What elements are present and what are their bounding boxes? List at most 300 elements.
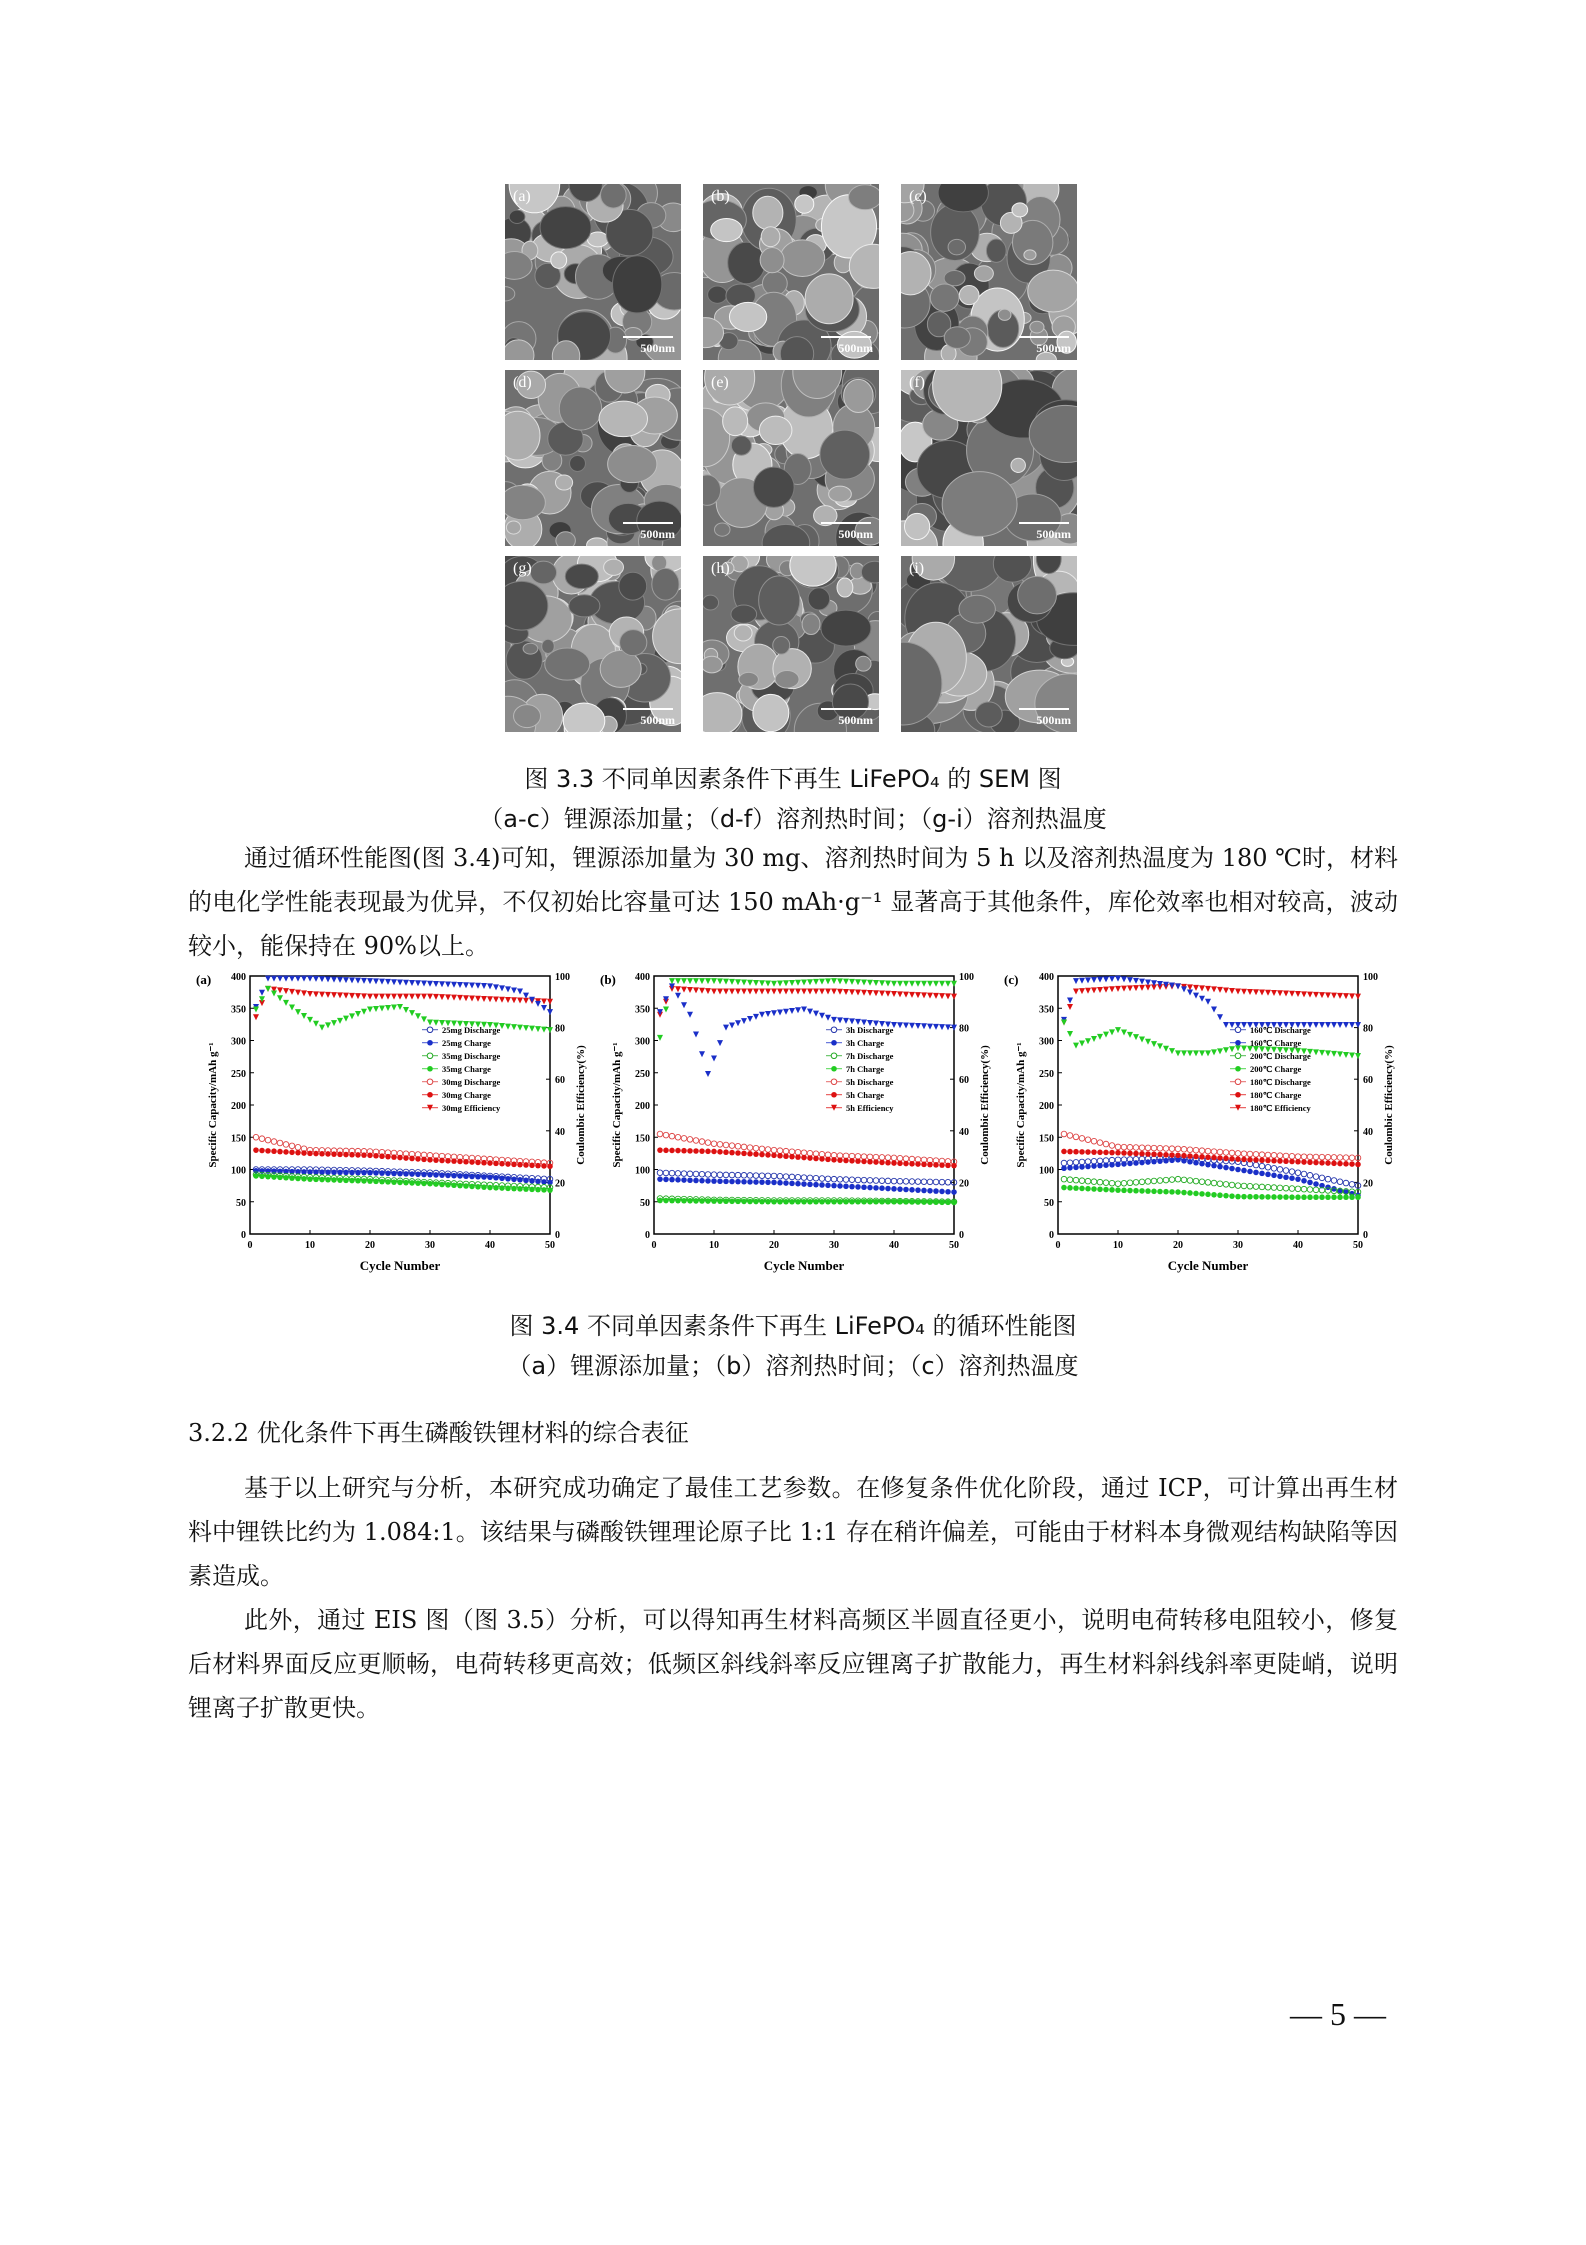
data-point <box>1097 1186 1103 1192</box>
data-point <box>505 1161 511 1167</box>
data-point <box>1295 1154 1301 1160</box>
data-point <box>361 1152 367 1158</box>
data-point <box>475 1184 481 1190</box>
data-point <box>1253 989 1259 995</box>
sem-panel <box>505 370 681 546</box>
data-point <box>735 1172 741 1178</box>
data-point <box>1139 979 1145 985</box>
data-point <box>921 992 927 998</box>
data-point <box>1109 1187 1115 1193</box>
data-point <box>1199 1191 1205 1197</box>
data-point <box>1067 1031 1073 1037</box>
data-point <box>1145 979 1151 985</box>
data-point <box>331 992 337 998</box>
x-tick-label: 30 <box>425 1240 435 1251</box>
legend-label: 3h Discharge <box>846 1024 894 1035</box>
data-point <box>1223 1193 1229 1199</box>
data-point <box>1163 1189 1169 1195</box>
data-point <box>451 1173 457 1179</box>
data-point <box>1211 1155 1217 1161</box>
data-point <box>843 1018 849 1024</box>
data-point <box>867 990 873 996</box>
data-point <box>421 1172 427 1178</box>
data-point <box>535 1187 541 1193</box>
data-point <box>837 1199 843 1205</box>
data-point <box>547 1163 553 1169</box>
data-point <box>385 1005 391 1011</box>
data-point <box>837 1177 843 1183</box>
data-point <box>1145 1151 1151 1157</box>
data-point <box>861 1199 867 1205</box>
data-point <box>511 1177 517 1183</box>
legend-label: 7h Discharge <box>846 1050 894 1061</box>
data-point <box>1181 1190 1187 1196</box>
data-point <box>1235 1183 1241 1189</box>
data-point <box>759 1179 765 1185</box>
data-point <box>951 1163 957 1169</box>
data-point <box>1103 1032 1109 1038</box>
data-point <box>511 1186 517 1192</box>
data-point <box>367 1170 373 1176</box>
data-point <box>373 1170 379 1176</box>
data-point <box>891 1155 897 1161</box>
data-point <box>699 1139 705 1145</box>
data-point <box>1331 993 1337 999</box>
data-point <box>879 980 885 986</box>
data-point <box>933 1024 939 1030</box>
data-point <box>289 989 295 995</box>
data-point <box>765 1011 771 1017</box>
data-point <box>1319 1050 1325 1056</box>
data-point <box>1169 1152 1175 1158</box>
data-point <box>699 988 705 994</box>
legend-marker <box>831 1079 837 1085</box>
y2-tick-label: 60 <box>555 1075 565 1087</box>
data-point <box>1079 1040 1085 1046</box>
data-point <box>325 1022 331 1028</box>
data-point <box>789 1008 795 1014</box>
data-point <box>511 1162 517 1168</box>
scale-bar <box>623 522 673 524</box>
data-point <box>1211 1192 1217 1198</box>
data-point <box>717 1142 723 1148</box>
sem-panel <box>505 556 681 732</box>
data-point <box>885 1160 891 1166</box>
data-point <box>909 1156 915 1162</box>
data-point <box>1259 1171 1265 1177</box>
figure-3-3-caption: 图 3.3 不同单因素条件下再生 LiFePO₄ 的 SEM 图 <box>524 765 1062 793</box>
data-point <box>457 1183 463 1189</box>
data-point <box>1127 985 1133 991</box>
data-point <box>373 978 379 984</box>
data-point <box>427 1181 433 1187</box>
data-point <box>1271 1173 1277 1179</box>
data-point <box>1289 1194 1295 1200</box>
data-point <box>535 1026 541 1032</box>
data-point <box>1277 1153 1283 1159</box>
data-point <box>523 993 529 999</box>
data-point <box>1139 985 1145 991</box>
data-point <box>753 1199 759 1205</box>
y-tick-label: 100 <box>231 1165 246 1177</box>
data-point <box>795 1181 801 1187</box>
data-point <box>277 995 283 1001</box>
data-point <box>687 978 693 984</box>
legend-marker <box>1235 1040 1241 1046</box>
data-point <box>1319 992 1325 998</box>
data-point <box>469 1174 475 1180</box>
legend-label: 25mg Discharge <box>442 1024 501 1035</box>
data-point <box>1097 987 1103 993</box>
data-point <box>705 978 711 984</box>
data-point <box>337 1152 343 1158</box>
x-tick-label: 30 <box>1233 1240 1243 1251</box>
data-point <box>765 1152 771 1158</box>
sem-panel <box>901 556 1077 732</box>
data-point <box>747 980 753 986</box>
data-point <box>885 1178 891 1184</box>
data-point <box>523 1025 529 1031</box>
data-point <box>831 1183 837 1189</box>
data-point <box>843 1183 849 1189</box>
data-point <box>723 1172 729 1178</box>
data-point <box>1073 1134 1079 1140</box>
data-point <box>1157 1145 1163 1151</box>
data-point <box>753 1014 759 1020</box>
data-point <box>777 1180 783 1186</box>
data-point <box>1295 1176 1301 1182</box>
data-point <box>1259 1194 1265 1200</box>
data-point <box>759 1152 765 1158</box>
data-point <box>1265 1152 1271 1158</box>
y-tick-label: 150 <box>231 1133 246 1145</box>
data-point <box>1181 986 1187 992</box>
data-point <box>1187 1190 1193 1196</box>
data-point <box>1343 1161 1349 1167</box>
data-point <box>433 1157 439 1163</box>
series-5h-efficiency <box>657 986 957 1018</box>
data-point <box>921 1188 927 1194</box>
data-point <box>849 1158 855 1164</box>
scale-bar-label: 500nm <box>640 713 675 727</box>
data-point <box>1121 1150 1127 1156</box>
data-point <box>1331 1161 1337 1167</box>
data-point <box>1127 1188 1133 1194</box>
data-point <box>1091 1158 1097 1164</box>
x-tick-label: 20 <box>365 1240 375 1251</box>
y-tick-label: 250 <box>231 1068 246 1080</box>
data-point <box>1307 1159 1313 1165</box>
data-point <box>1325 1194 1331 1200</box>
data-point <box>879 1160 885 1166</box>
data-point <box>343 1170 349 1176</box>
sem-panel-label: (g) <box>513 560 532 577</box>
data-point <box>445 1158 451 1164</box>
y-tick-label: 350 <box>635 1004 650 1016</box>
data-point <box>397 1155 403 1161</box>
data-point <box>813 988 819 994</box>
data-point <box>663 1170 669 1176</box>
data-point <box>1115 1027 1121 1033</box>
data-point <box>1133 985 1139 991</box>
data-point <box>259 1136 265 1142</box>
data-point <box>681 1198 687 1204</box>
data-point <box>409 1171 415 1177</box>
data-point <box>837 978 843 984</box>
data-point <box>1283 991 1289 997</box>
data-point <box>945 1189 951 1195</box>
data-point <box>729 1172 735 1178</box>
data-point <box>681 978 687 984</box>
data-point <box>735 979 741 985</box>
data-point <box>343 977 349 983</box>
data-point <box>681 987 687 993</box>
scale-bar-label: 500nm <box>640 527 675 541</box>
data-point <box>723 1149 729 1155</box>
data-point <box>349 1152 355 1158</box>
data-point <box>1307 1194 1313 1200</box>
data-point <box>837 1183 843 1189</box>
data-point <box>535 1179 541 1185</box>
data-point <box>1337 1155 1343 1161</box>
y2-tick-label: 20 <box>959 1178 969 1190</box>
data-point <box>319 1177 325 1183</box>
scale-bar <box>821 522 871 524</box>
data-point <box>951 981 957 987</box>
data-point <box>541 1187 547 1193</box>
data-point <box>1217 1192 1223 1198</box>
data-point <box>1145 985 1151 991</box>
data-point <box>1151 1189 1157 1195</box>
data-point <box>1241 1045 1247 1051</box>
data-point <box>897 991 903 997</box>
data-point <box>1175 983 1181 989</box>
data-point <box>1193 1050 1199 1056</box>
data-point <box>1223 987 1229 993</box>
x-tick-label: 40 <box>485 1240 495 1251</box>
legend-label: 160℃ Discharge <box>1250 1024 1311 1035</box>
legend-marker <box>427 1066 433 1072</box>
data-point <box>1241 1022 1247 1028</box>
data-point <box>1307 1154 1313 1160</box>
data-point <box>1127 1145 1133 1151</box>
data-point <box>1277 1194 1283 1200</box>
data-point <box>1307 1180 1313 1186</box>
data-point <box>861 979 867 985</box>
data-point <box>373 994 379 1000</box>
x-tick-label: 10 <box>709 1240 719 1251</box>
data-point <box>1217 1048 1223 1054</box>
data-point <box>295 1144 301 1150</box>
data-point <box>301 976 307 982</box>
data-point <box>1073 1165 1079 1171</box>
data-point <box>771 1010 777 1016</box>
data-point <box>765 1173 771 1179</box>
data-point <box>729 1022 735 1028</box>
data-point <box>367 994 373 1000</box>
y-tick-label: 0 <box>1049 1230 1054 1241</box>
sem-panel <box>703 370 879 546</box>
data-point <box>1349 1194 1355 1200</box>
data-point <box>801 979 807 985</box>
data-point <box>675 1171 681 1177</box>
data-point <box>541 1179 547 1185</box>
data-point <box>813 1199 819 1205</box>
legend-label: 35mg Charge <box>442 1063 491 1074</box>
data-point <box>391 979 397 985</box>
data-point <box>1349 1155 1355 1161</box>
data-point <box>361 1178 367 1184</box>
data-point <box>813 1011 819 1017</box>
data-point <box>1325 1154 1331 1160</box>
legend-marker <box>831 1040 837 1046</box>
data-point <box>819 1182 825 1188</box>
data-point <box>415 1180 421 1186</box>
data-point <box>675 1134 681 1140</box>
data-point <box>1163 1177 1169 1183</box>
data-point <box>729 1179 735 1185</box>
data-point <box>1067 1177 1073 1183</box>
data-point <box>1247 1183 1253 1189</box>
data-point <box>783 1199 789 1205</box>
data-point <box>849 1199 855 1205</box>
data-point <box>1169 1146 1175 1152</box>
data-point <box>1145 1179 1151 1185</box>
data-point <box>1229 1182 1235 1188</box>
data-point <box>813 1182 819 1188</box>
data-point <box>307 1176 313 1182</box>
sem-panel-label: (e) <box>711 374 729 391</box>
y2-tick-label: 60 <box>959 1075 969 1087</box>
data-point <box>517 988 523 994</box>
data-point <box>1139 1188 1145 1194</box>
data-point <box>909 1199 915 1205</box>
data-point <box>541 999 547 1005</box>
data-point <box>1313 992 1319 998</box>
data-point <box>759 980 765 986</box>
data-point <box>367 1007 373 1013</box>
data-point <box>265 1137 271 1143</box>
data-point <box>915 992 921 998</box>
data-point <box>1181 1153 1187 1159</box>
data-point <box>861 990 867 996</box>
data-point <box>1205 1154 1211 1160</box>
data-point <box>475 983 481 989</box>
x-axis-label: Cycle Number <box>359 1258 441 1273</box>
data-point <box>681 1136 687 1142</box>
data-point <box>499 1161 505 1167</box>
data-point <box>855 1184 861 1190</box>
data-point <box>1109 1150 1115 1156</box>
data-point <box>903 1023 909 1029</box>
data-point <box>1133 1034 1139 1040</box>
y2-tick-label: 20 <box>1363 1178 1373 1190</box>
data-point <box>355 1152 361 1158</box>
data-point <box>1313 1181 1319 1187</box>
figure-3-3-subcaption: （a-c）锂源添加量；（d-f）溶剂热时间；（g-i）溶剂热温度 <box>479 805 1107 833</box>
data-point <box>789 1149 795 1155</box>
data-point <box>259 1174 265 1180</box>
data-point <box>903 1161 909 1167</box>
data-point <box>723 1142 729 1148</box>
data-point <box>1265 1184 1271 1190</box>
chart-legend <box>422 1025 501 1113</box>
data-point <box>927 1162 933 1168</box>
data-point <box>1085 1186 1091 1192</box>
data-point <box>1187 1159 1193 1165</box>
data-point <box>1127 1150 1133 1156</box>
data-point <box>289 1175 295 1181</box>
data-point <box>1061 1185 1067 1191</box>
data-point <box>735 1150 741 1156</box>
data-point <box>337 1170 343 1176</box>
legend-label: 30mg Charge <box>442 1089 491 1100</box>
legend-marker <box>831 1027 837 1033</box>
data-point <box>1223 1047 1229 1053</box>
data-point <box>801 988 807 994</box>
data-point <box>1169 1157 1175 1163</box>
data-point <box>415 1171 421 1177</box>
data-point <box>693 1031 699 1037</box>
data-point <box>855 1177 861 1183</box>
data-point <box>1331 1022 1337 1028</box>
legend-label: 7h Charge <box>846 1063 885 1074</box>
data-point <box>771 1173 777 1179</box>
data-point <box>1241 989 1247 995</box>
data-point <box>535 1001 541 1007</box>
data-point <box>735 1143 741 1149</box>
data-point <box>1175 1153 1181 1159</box>
data-point <box>1187 1153 1193 1159</box>
data-point <box>1151 1151 1157 1157</box>
data-point <box>1229 1193 1235 1199</box>
data-point <box>699 1148 705 1154</box>
y-tick-label: 200 <box>231 1101 246 1112</box>
data-point <box>1151 1041 1157 1047</box>
data-point <box>1301 1194 1307 1200</box>
y2-tick-label: 0 <box>1363 1230 1368 1241</box>
data-point <box>1079 1164 1085 1170</box>
data-point <box>451 982 457 988</box>
data-point <box>837 1157 843 1163</box>
data-point <box>1235 1194 1241 1200</box>
data-point <box>1061 1160 1067 1166</box>
data-point <box>397 994 403 1000</box>
data-point <box>753 1179 759 1185</box>
data-point <box>1295 1170 1301 1176</box>
cycle-chart-a <box>194 966 594 1298</box>
sem-panel-label: (a) <box>513 188 531 205</box>
paragraph-1-text: 通过循环性能图(图 3.4)可知，锂源添加量为 30 mg、溶剂热时间为 5 h 以及溶剂热温度为 180 ℃时，材料的电化学性能表现最为优异，不仅初始比容量可达 150 mAh·g⁻¹ 显著高于其他条件，库伦效率也相对较高，波动较小，能保持在 90%以上。 <box>188 844 1398 960</box>
data-point <box>807 1150 813 1156</box>
legend-label: 180℃ Discharge <box>1250 1076 1311 1087</box>
data-point <box>1289 1153 1295 1159</box>
data-point <box>433 1172 439 1178</box>
data-point <box>669 978 675 984</box>
data-point <box>463 982 469 988</box>
data-point <box>873 1154 879 1160</box>
data-point <box>301 990 307 996</box>
data-point <box>933 1199 939 1205</box>
data-point <box>385 1179 391 1185</box>
data-point <box>535 1163 541 1169</box>
data-point <box>1163 1152 1169 1158</box>
sem-panel <box>703 556 879 732</box>
data-point <box>921 1199 927 1205</box>
sem-panel-label: (c) <box>909 188 927 205</box>
data-point <box>475 996 481 1002</box>
y-tick-label: 50 <box>1044 1197 1054 1209</box>
